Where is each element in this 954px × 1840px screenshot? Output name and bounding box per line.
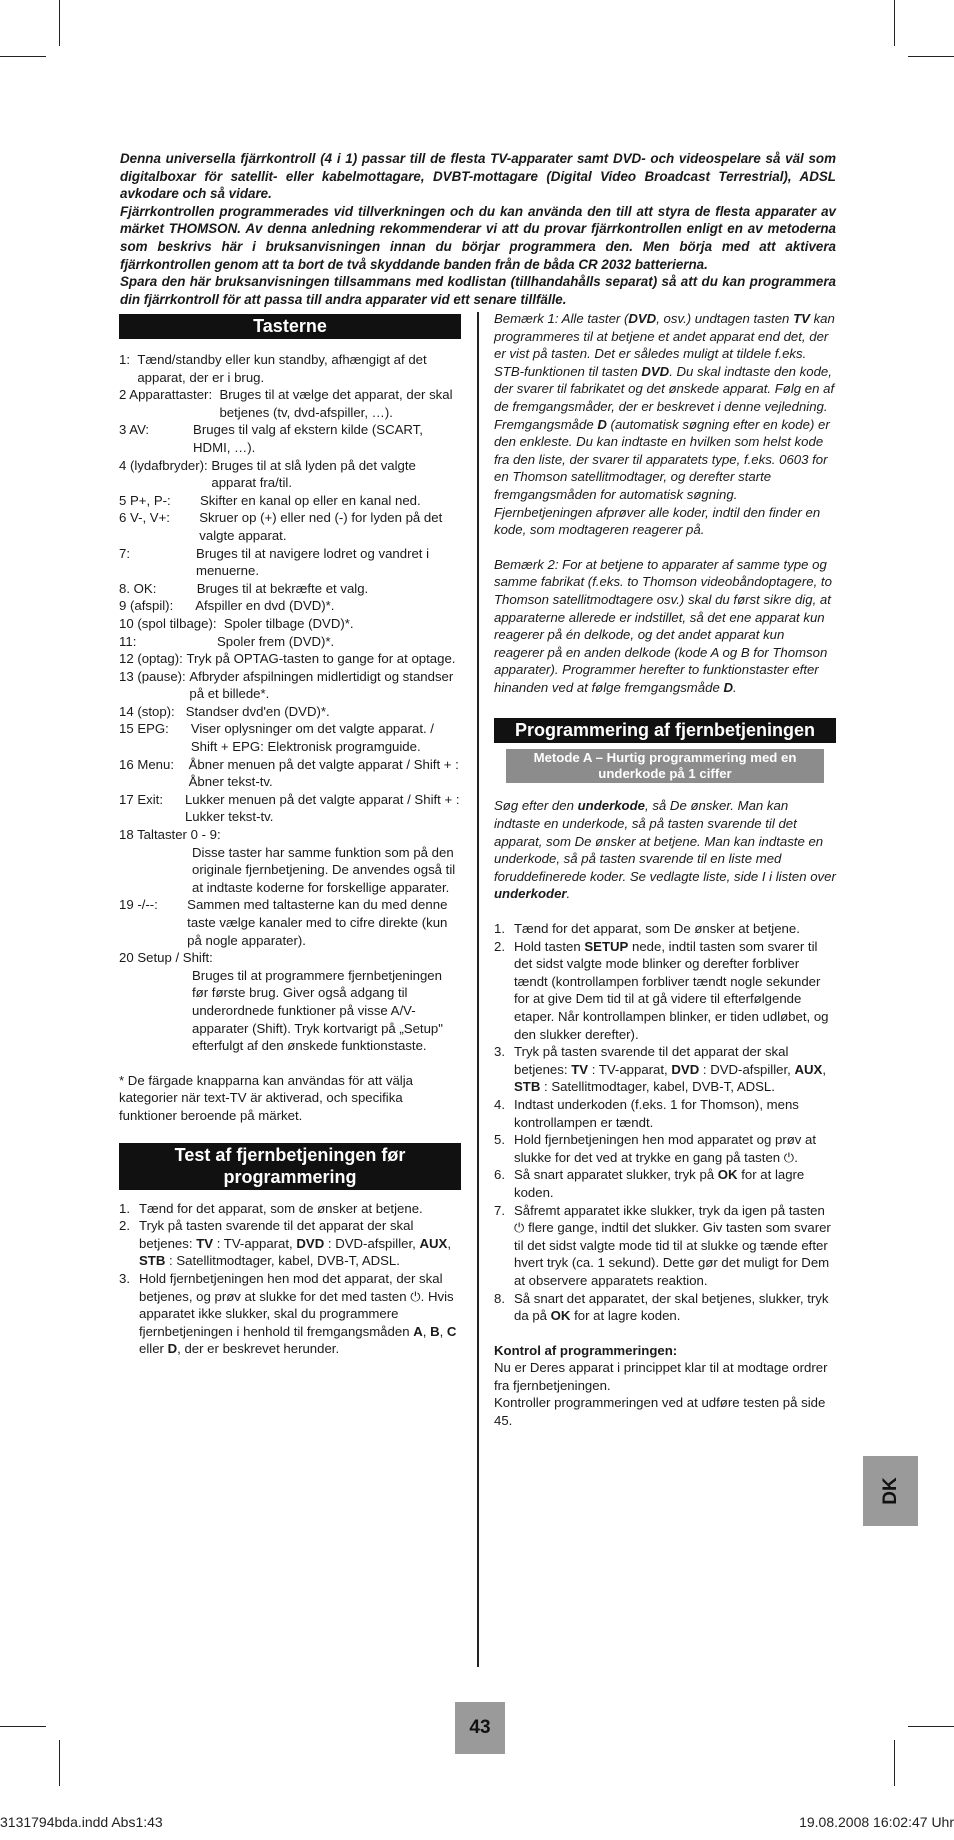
crop-mark (59, 1740, 60, 1786)
left-column (119, 314, 461, 1358)
intro-paragraph: Fjärrkontrollen programmerades vid tillverkningen och du kan använda den till att styra de flesta apparater av märket THOMSON. Av denna anledning rekommenderar vi att du provar fjärrkontrollen enligt en av metoderna som beskrivs här i bruksanvisningen innan du börjar programmera den. Men börja med att aktivera fjärrkontrollen genom att ta bort de två skyddande banden från de båda CR 2032 batterierna. (120, 203, 836, 272)
key-definition: 1: Tænd/standby eller kun standby, afhængigt af det apparat, der er i brug. (119, 352, 427, 385)
note-1: Bemærk 1: Alle taster (DVD, osv.) undtagen tasten TV kan programmeres til at betjene et andet apparat end det, der er vist på tasten. Det er således muligt at tildele f.eks. STB-funktionen til tasten DVD. Du skal indtaste den kode, der svarer til fabrikatet og det ønskede apparat. Følg en af de fremgangsmåder, der er beskrevet i denne vejledning. Fremgangsmåde D (automatisk søgning efter en kode) er den enkleste. Du kan indtaste en hvilken som helst kode fra den liste, der svarer til apparatets type, f.eks. 0603 for en Thomson satellitmodtager, og derefter starte fremgangsmåden for automatisk søgning. Fjernbetjeningen afprøver alle koder, indtil den finder en kode, som modtageren reagerer på. (494, 311, 835, 538)
method-a-intro: Søg efter den underkode, så De ønsker. Man kan indtaste en underkode, så på tasten svarende til det apparat, som De ønsker at betjene. Man kan indtaste en underkode, så på tasten svarende til en liste med foruddefinerede koder. Se vedlagte liste, side I i listen over underkoder. (494, 798, 836, 902)
method-a-header: Metode A – Hurtig programmering med en underkode på 1 ciffer (506, 749, 824, 783)
programming-header: Programmering af fjernbetjeningen (494, 718, 836, 743)
key-definition: 5 P+, P-: Skifter en kanal op eller en kanal ned. (119, 492, 421, 508)
test-header: Test af fjernbetjeningen før programmering (119, 1143, 461, 1190)
power-icon: ⏻ (783, 1149, 795, 1165)
note-2: Bemærk 2: For at betjene to apparater af samme type og samme fabrikat (f.eks. to Thomson videobåndoptagere, to Thomson satellitmodtagere osv.) skal du først sikre dig, at apparaterne allerede er indstillet, så det ene apparat kun reagerer på én delkode, og det andet apparat kun reagerer på en anden delkode (kode A og B for Thomson apparater). Programmer herefter to funktionstaster efter hinanden ved at følge fremgangsmåde D. (494, 556, 832, 695)
method-a-steps (494, 920, 836, 1325)
kontrol-title: Kontrol af programmeringen: (494, 1342, 678, 1358)
list-item: 1. Tænd for det apparat, som De ønsker at betjene. (494, 921, 800, 937)
crop-mark (908, 56, 954, 57)
crop-mark (59, 0, 60, 46)
test-steps (119, 1200, 461, 1358)
color-buttons-note: * De färgade knapparna kan användas för att välja kategorier när text-TV är aktiverad, och specifika funktioner beroende på märket. (119, 1072, 413, 1123)
key-definition: 15 EPG: Viser oplysninger om det valgte apparat. / Shift + EPG: Elektronisk programguide. (119, 721, 434, 755)
list-item: 3. Hold fjernbetjeningen hen mod det apparat, der skal betjenes, og prøv at slukke for det med tasten ⏻. Hvis apparatet ikke slukker, skal du programmere fjernbetjeningen i henhold til fremgangsmåden A, B, C eller D, der er beskrevet herunder. (119, 1270, 457, 1357)
kontrol-text: Kontroller programmeringen ved at udføre testen på side 45. (494, 1395, 826, 1429)
key-definition: 7: Bruges til at navigere lodret og vandret i menuerne. (119, 545, 430, 579)
key-definition: 3 AV: Bruges til valg af ekstern kilde (SCART, HDMI, …). (119, 422, 423, 455)
key-definition: 10 (spol tilbage): Spoler tilbage (DVD)*. (119, 615, 354, 631)
intro-paragraph: Denna universella fjärrkontroll (4 i 1) passar till de flesta TV-apparater samt DVD- och videospelare så väl som digitalboxar för satellit- eller kabelmottagare, DVBT-mottagare (Digital Video Broadcast Terrestrial), ADSL avkodare och så vidare. (120, 151, 836, 202)
key-definition: 11: Spoler frem (DVD)*. (119, 633, 335, 649)
key-definition: 6 V-, V+: Skruer op (+) eller ned (-) for lyden på det valgte apparat. (119, 510, 443, 543)
list-item: 2. Tryk på tasten svarende til det apparat der skal betjenes: TV : TV-apparat, DVD : DVD-afspiller, AUX, STB : Satellitmodtager, kabel, DVB-T, ADSL. (119, 1218, 452, 1269)
list-item: 2. Hold tasten SETUP nede, indtil tasten som svarer til det sidst valgte mode blinker og derefter forbliver tændt (kontrollampen forbliver tændt nogle sekunder for at give Dem tid til at gå videre til efterfølgende etaper. Når kontrollampen blinker, er tiden udløbet, og den slukker derefter). (494, 938, 829, 1042)
right-column (494, 310, 836, 1430)
column-divider (477, 312, 479, 1667)
footer-right: 19.08.2008 16:02:47 Uhr (799, 1814, 954, 1830)
intro-text (120, 150, 836, 308)
key-list (119, 351, 461, 826)
key-definition: 14 (stop): Standser dvd'en (DVD)*. (119, 703, 330, 719)
kontrol-text: Nu er Deres apparat i princippet klar til at modtage ordrer fra fjernbetjeningen. (494, 1360, 828, 1393)
list-item: 3. Tryk på tasten svarende til det apparat der skal betjenes: TV : TV-apparat, DVD : DVD-afspiller, AUX, STB : Satellitmodtager, kabel, DVB-T, ADSL. (494, 1044, 827, 1095)
tasterne-header: Tasterne (119, 314, 461, 339)
crop-mark (894, 0, 895, 46)
list-item: 8. Så snart det apparatet, der skal betjenes, slukker, tryk da på OK for at lagre koden. (494, 1290, 829, 1324)
power-icon: ⏻ (410, 1288, 421, 1304)
crop-mark (908, 1726, 954, 1727)
list-item: 5. Hold fjernbetjeningen hen mod apparatet og prøv at slukke for det ved at trykke en gang på tasten ⏻. (494, 1132, 817, 1165)
crop-mark (894, 1740, 895, 1786)
intro-paragraph: Spara den här bruksanvisningen tillsammans med kodlistan (tillhandahålls separat) så att du kan programmera din fjärrkontroll för att passa till andra apparater vid ett senare tillfälle. (120, 274, 836, 307)
key-definition: 12 (optag): Tryk på OPTAG-tasten to gange for at optage. (119, 651, 456, 667)
list-item: 1. Tænd for det apparat, som de ønsker at betjene. (119, 1200, 423, 1216)
footer-left: 3131794bda.indd Abs1:43 (0, 1814, 163, 1830)
page-number: 43 (455, 1702, 505, 1754)
list-item: 6. Så snart apparatet slukker, tryk på OK for at lagre koden. (494, 1167, 805, 1200)
key-definition: 13 (pause): Afbryder afspilningen midlertidigt og standser på et billede*. (119, 668, 454, 702)
key-18: 18 Taltaster 0 - 9: Disse taster har samme funktion som på den originale fjernbetjening. De anvendes også til at indtaste koderne for forskellige apparater. (119, 827, 456, 895)
key-definition: 17 Exit: Lukker menuen på det valgte apparat / Shift + : Lukker tekst-tv. (119, 791, 460, 825)
key-19: 19 -/--: Sammen med taltasterne kan du med denne taste vælge kanaler med to cifre direkte (kun på nogle apparater). (119, 897, 448, 948)
key-definition: 8. OK: Bruges til at bekræfte et valg. (119, 580, 369, 596)
key-definition: 4 (lydafbryder): Bruges til at slå lyden på det valgte apparat fra/til. (119, 457, 416, 491)
list-item: 7. Såfremt apparatet ikke slukker, tryk da igen på tasten ⏻ flere gange, indtil det slukker. Giv tasten som svarer til det sidst valgte mode tid til at slukke og tænde efter hvert tryk (ca. 1 sekund). Dette gør det muligt for Dem at observere apparatets reaktion. (494, 1202, 831, 1288)
crop-mark (0, 1726, 46, 1727)
key-definition: 16 Menu: Åbner menuen på det valgte apparat / Shift + : Åbner tekst-tv. (119, 756, 459, 790)
key-definition: 9 (afspil): Afspiller en dvd (DVD)*. (119, 598, 335, 614)
key-definition: 2 Apparattaster: Bruges til at vælge det apparat, der skal betjenes (tv, dvd-afspiller, …). (119, 387, 453, 420)
power-icon: ⏻ (514, 1220, 525, 1236)
key-20: 20 Setup / Shift: Bruges til at programmere fjernbetjeningen før første brug. Giver også adgang til underordnede funktioner på visse A/V-apparater (Shift). Tryk kortvarigt på „Setup" efterfulgt af den ønskede funktionstaste. (119, 950, 443, 1054)
language-tab (863, 1456, 918, 1526)
list-item: 4. Indtast underkoden (f.eks. 1 for Thomson), mens kontrollampen er tændt. (494, 1096, 799, 1130)
crop-mark (0, 56, 46, 57)
language-tab-label: DK (879, 1477, 901, 1505)
